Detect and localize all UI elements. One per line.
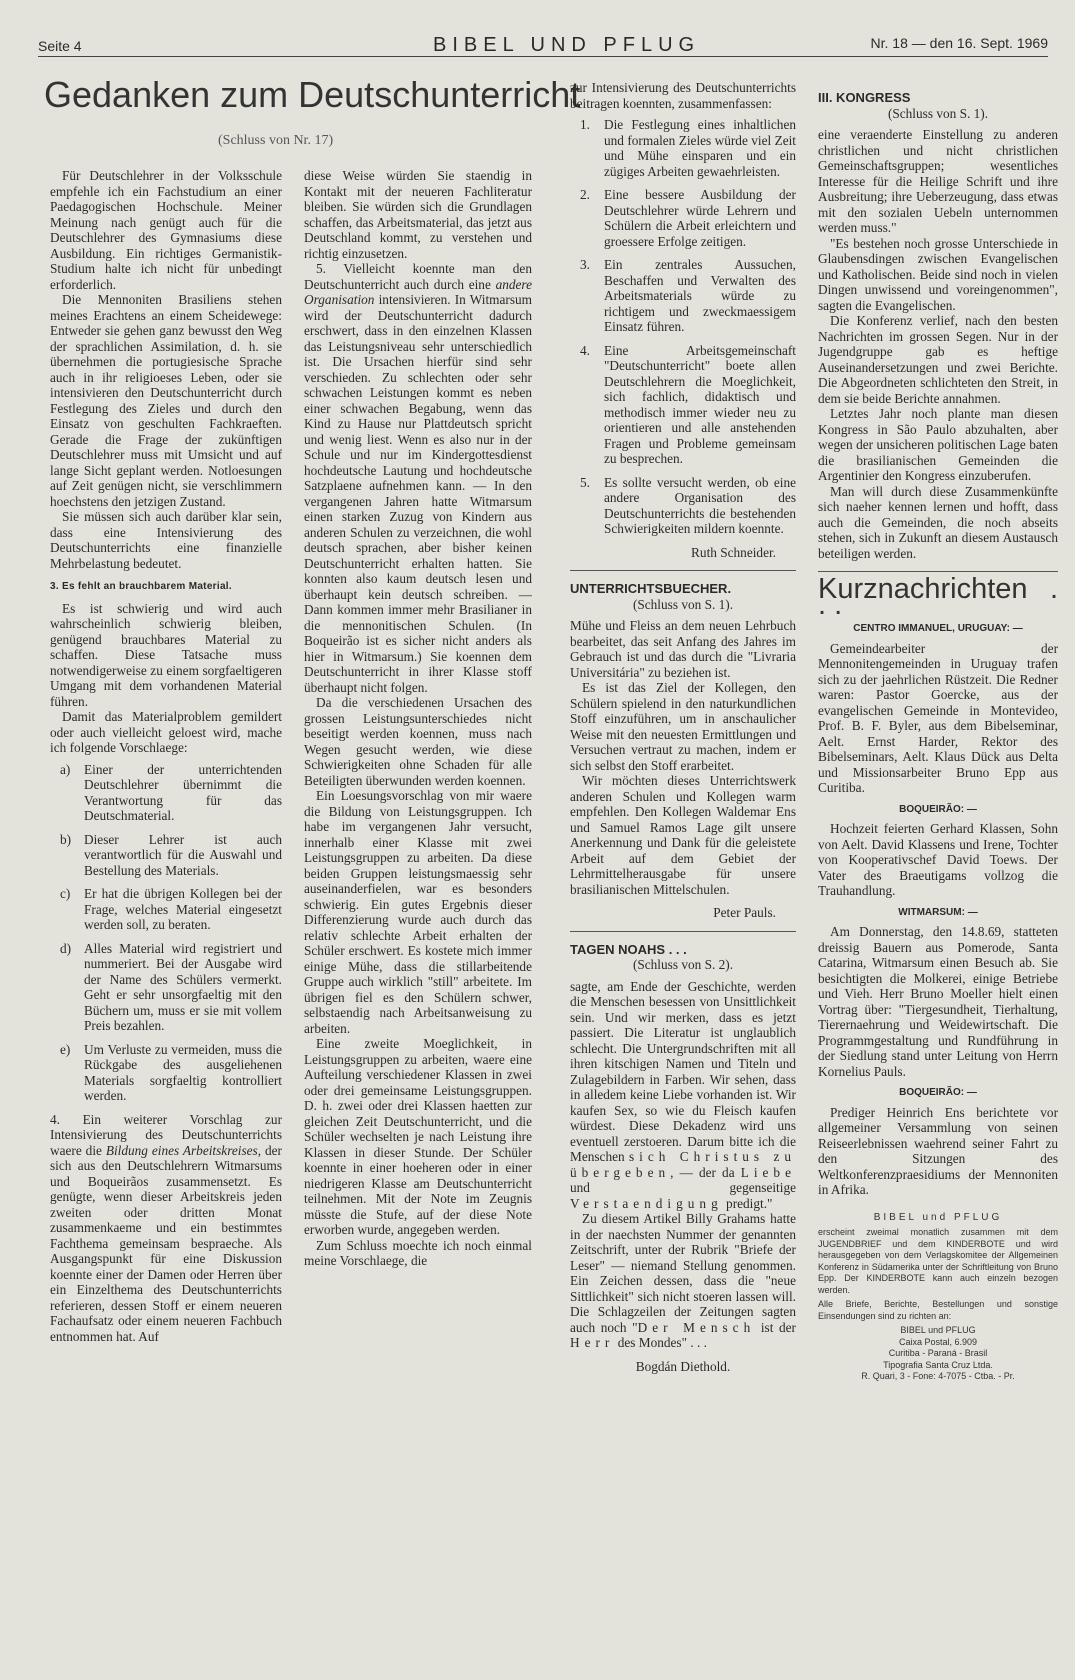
news-title: Kurznachrichten . . . [818, 573, 1058, 621]
list-item: b) Dieser Lehrer ist auch verantwortlich für die Auswahl und Bestellung des Materials. [60, 831, 282, 878]
news-text: Hochzeit feierten Gerhard Klassen, Sohn von Aelt. David Klassens und Irene, Tochter von Kooperativschef David Toews. Der Vater des Braeutigams vollzog die Trauhandlung. [818, 821, 1058, 898]
paragraph: Die Mennoniten Brasiliens stehen meines Erachtens an einem Scheidewege: Entweder sie gehen ganz bewusst den Weg der sprachlichen Assimilation, d. h. sie übernehmen die portugiesische Sprache auch in ihr religioeses Leben, oder sie intensivieren den Deutschunterricht durch Festlegung des Zieles und durch den Einsatz von geschulten Fachkraeften. Gerade die Frage der zukünftigen Deutschlehrer muss mit Umsicht und auf lange Sicht geplant werden. Notloesungen auf Zeit genügen nicht, sie verschlimmern hoechstens den jetzigen Zustand. [50, 292, 282, 509]
list-item: 3. Ein zentrales Aussuchen, Beschaffen und Verwalten des Arbeitsmaterials würde zu richtigem und zweckmaessigem Einsatz führen. [580, 257, 796, 334]
paragraph: eine veraenderte Einstellung zu anderen christlichen und nicht christlichen Gemeinschaftsgruppen; wesentliches Interesse für die Heilige Schrift und ihre Ausbreitung; ihre Ueberzeugung, dass etwas mit den sozialen Uebeln unternommen werden muss." [818, 127, 1058, 235]
issue-date: Nr. 18 — den 16. Sept. 1969 [870, 35, 1048, 51]
news-heading: WITMARSUM: — [898, 906, 978, 918]
list-item: c) Er hat die übrigen Kollegen bei der Frage, welches Material eingesetzt werden soll, zu beraten. [60, 886, 282, 932]
imprint-address: R. Quari, 3 - Fone: 4-7075 - Ctba. - Pr. [861, 1371, 1015, 1381]
list-item: 5. Es sollte versucht werden, ob eine andere Organisation des Deutschunterrichts die bestehenden Schwierigkeiten mildern koennte. [580, 474, 796, 536]
paragraph: Sie müssen sich auch darüber klar sein, dass eine Intensivierung des Deutschunterrichts eine finanzielle Mehrbelastung bedeutet. [50, 509, 282, 571]
author-signature: Bogdán Diethold. [635, 1358, 731, 1374]
list-item: 1. Die Festlegung eines inhaltlichen und formalen Zieles würde viel Zeit und Mühe einsparen und ein zügiges Arbeiten gewaehrleisten. [580, 117, 796, 179]
list-item: e) Um Verluste zu vermeiden, muss die Rückgabe des ausgeliehenen Materials sorgfaeltig kontrolliert werden. [60, 1041, 282, 1103]
paragraph: "Es bestehen noch grosse Unterschiede in Glaubensdingen zwischen Evangelischen und Katholischen. Beide sind noch in vielen Dingen unwissend und voreingenommen", sagten die Evangelischen. [818, 235, 1058, 313]
imprint-title: BIBEL und PFLUG [873, 1211, 1003, 1223]
author-signature: Ruth Schneider. [691, 544, 776, 560]
column-2 [304, 168, 532, 1658]
paragraph: diese Weise würden Sie staendig in Kontakt mit der neueren Fachliteratur bleiben. Sie würden sich die Grundlagen schaffen, das Arbeitsmaterial, das jetzt aus Deutschland kommt, zu verstehen und richtig einzusetzen. [304, 168, 532, 261]
imprint-address: Curitiba - Paraná - Brasil [888, 1348, 988, 1358]
paragraph: Letztes Jahr noch plante man diesen Kongress in São Paulo abzuhalten, aber wegen der unsicheren politischen Lage baten die brasilianischen Gemeinden die Argentinier den Kongress einzuberufen. [818, 406, 1058, 483]
section-title: III. KONGRESS [818, 90, 911, 105]
list-item: a) Einer der unterrichtenden Deutschlehrer übernimmt die Verantwortung für das Deutschmaterial. [60, 761, 282, 823]
news-text: Am Donnerstag, den 14.8.69, statteten dreissig Bauern aus Pomerode, Santa Catarina, Witmarsum einen Besuch ab. Sie besichtigten die Molkerei, einige Betriebe und Vieh. Herr Bruno Moeller hielt einen Vortrag über: "Tiergesundheit, Tierhaltung, Tierernaehrung und Weidewirtschaft. Die Programmgestaltung und Rundführung in der Siedlung stand unter Leitung von Herrn Kornelius Pauls. [818, 924, 1058, 1079]
imprint-address: Tipografia Santa Cruz Ltda. [883, 1359, 993, 1370]
paragraph: Es ist schwierig und wird auch wahrscheinlich schwierig bleiben, genügend brauchbares Material zu schaffen. Diese Tatsache muss notwendigerweise zu einem sorgfaeltigeren Umgang mit dem vorhandenen Material führen. [50, 600, 282, 709]
paragraph: Mühe und Fleiss an dem neuen Lehrbuch bearbeitet, das seit Anfang des Jahres im Gebrauch ist und das durch die "Livraria Universitária" zu beziehen ist. [570, 618, 796, 680]
section-title: UNTERRICHTSBUECHER. [570, 581, 732, 596]
news-text: Gemeindearbeiter der Mennonitengemeinden in Uruguay trafen sich zu der jaehrlichen Rüstzeit. Die Redner waren: Pastor Goercke, aus der evangelischen Gemeinde in Montevideo, Prof. B. F. Byler, aus dem Bibelseminar, Aelt. Ernst Harder, Rektor des Bibelseminars, Aelt. Klaus Dück aus Delta und Missionsarbeiter Bruno Epp aus Curitiba. [818, 640, 1058, 795]
paragraph: Ein Loesungsvorschlag von mir waere die Bildung von Leistungsgruppen. Ich habe im vergangenen Jahr versucht, innerhalb einer Klasse mit zwei Leistungsgruppen zu arbeiten. Da diese beiden Gruppen leistungsmaessig sehr auseinanderfielen, war es besonders schwierig. Ein gutes Ergebnis dieser Differenzierung wurde auch durch das relativ schlechte Arbeit erhalten der Schüler erschwert. Es kostete mich immer einige Mühe, dass die stillarbeitende Gruppe auch wirklich "still" arbeitete. Im übrigen fiel es den Schülern schwer, selbstaendig nach Arbeitsanweisung zu arbeiten. [304, 788, 532, 1036]
paragraph: 4. Ein weiterer Vorschlag zur Intensivierung des Deutschunterrichts waere die Bildung eines Arbeitskreises, der sich aus den Deutschlehrern Witmarsums und Boqueirãos zusammensetzt. Es genügte, wenn dieser Arbeitskreis jeden zweiten oder dritten Monat zusammenkaeme und ein bestimmtes Fachthema gemeinsam bespraeche. Als Ausgangspunkt für eine Diskussion koennte einer der Damen oder Herren über ein Einzelthema des Deutschunterrichts referieren, dessen Stoff er einem neueren Fachaufsatz oder einem neueren Fachbuch entnommen hat. Auf [50, 1111, 282, 1344]
divider [818, 571, 1058, 572]
column-4 [818, 80, 1058, 1660]
divider [570, 570, 796, 571]
paragraph: Zum Schluss moechte ich noch einmal meine Vorschlaege, die [304, 1237, 532, 1268]
imprint-box [818, 1212, 1058, 1383]
proposal-list [50, 762, 282, 1104]
section-subtitle: (Schluss von S. 1). [887, 105, 989, 121]
news-heading: BOQUEIRÃO: — [899, 1087, 977, 1098]
section-heading: 3. Es fehlt an brauchbarem Material. [50, 581, 232, 592]
divider [570, 931, 796, 932]
news-heading: BOQUEIRÃO: — [899, 803, 977, 815]
news-heading: CENTRO IMMANUEL, URUGUAY: — [853, 623, 1023, 634]
column-3 [570, 80, 796, 1660]
page-header [38, 32, 1048, 57]
paragraph: Zu diesem Artikel Billy Grahams hatte in der naechsten Nummer der genannten Zeitschrift, unter der Rubrik "Briefe der Leser" — niemand Stellung genommen. Ein Zeichen dessen, dass die "neue Sittlichkeit" sich nicht stoeren lassen will. Die Schlagzeilen der Zeitungen sagten auch noch "Der Mensch ist der Herr des Mondes" . . . [570, 1211, 796, 1350]
imprint-text: Alle Briefe, Berichte, Bestellungen und sonstige Einsendungen sind zu richten an: [818, 1299, 1058, 1321]
paragraph: Man will durch diese Zusammenkünfte sich naeher kennen lernen und hofft, dass auch die Gemeinden, die noch abseits stehen, sich in Zukunft an diesem Austausch beteiligen werden. [818, 483, 1058, 561]
paragraph: Für Deutschlehrer in der Volksschule empfehle ich ein Fachstudium an einer Paedagogischen Hochschule. Meiner Meinung nach genügt auch für die Deutschlehrer des Gymnasiums diese Ausbildung. Ein richtiges Germanistik-Studium halte ich nicht für unbedingt erforderlich. [50, 168, 282, 292]
paragraph: Es ist das Ziel der Kollegen, den Schülern spielend in den naturkundlichen Stoff einzuführen, um in anschaulicher Weise mit den neuesten Ermittlungen und Versuchen vertraut zu machen, indem er sich selbst den Stoff erarbeitet. [570, 680, 796, 773]
paragraph: Wir möchten dieses Unterrichtswerk anderen Schulen und Kollegen warm empfehlen. Den Kollegen Waldemar Ens und Samuel Ramos Lage gilt unsere Anerkennung und Dank für die geleistete Arbeit auf dem Gebiet der Lehrmittelherausgabe für unsere brasilianischen Mittelschulen. [570, 773, 796, 897]
article-title: Gedanken zum Deutschunterricht [44, 74, 581, 115]
section-subtitle: (Schluss von S. 1). [632, 596, 734, 612]
list-item: d) Alles Material wird registriert und nummeriert. Bei der Ausgabe wird der Name des Schülers vermerkt. Geht er sehr unsorgfaeltig mit den Büchern um, muss er sie mit vollem Preis bezahlen. [60, 940, 282, 1033]
paragraph: Eine zweite Moeglichkeit, in Leistungsgruppen zu arbeiten, waere eine Aufteilung verschiedener Klassen in zwei oder drei gemeinsame Leistungsgruppen. D. h. zwei oder drei Klassen haetten zur gleichen Zeit Deutschunterricht, und die Schüler wechselten je nach Leistung ihre Klassen in dieser Stunde. Der Schüler koennte in einer hoeheren oder in einer niedrigeren Klasse am Deutschunterricht teilnehmen. Mit der Note im Zeugnis müsste die Stufe, auf der diese Note erworben wurde, angegeben werden. [304, 1036, 532, 1237]
list-item: 2. Eine bessere Ausbildung der Deutschlehrer würde Lehrern und Schülern die Arbeit erleichtern und groessere Erfolge zeitigen. [580, 187, 796, 249]
paragraph: 5. Vielleicht koennte man den Deutschunterricht auch durch eine andere Organisation intensivieren. In Witmarsum wird der Deutschunterricht dadurch erschwert, dass in den einzelnen Klassen das Leistungsniveau sehr unterschiedlich ist. Die Ursachen hierfür sind sehr verschieden. Zu schlechten oder sehr schwachen Leistungen kommt es neben einer schwachen Begabung, wenn das Kind zu Hause nur Plattdeutsch spricht und wenig liest. Wenn es also nur in der Schule und nur im Kindergottesdienst hochdeutsche Lautung und hochdeutsche Satzplaene aufnehmen kann. — In den vergangenen Jahren hatte Witmarsum einen starken Zuzug von Kindern aus anderen Schulen zu verzeichnen, die wohl deutsch sprachen, aber bisher keinen Deutschunterricht erhalten hatten. Sie konnten also kaum deutsch lesen und überhaupt kein deutsch schreiben. — Dann kommen immer mehr Brasilianer in die mennonitischen Schulen. (In Boqueirão ist es sicher nicht anders als hier in Witmarsum.) Sie koennen dem Deutschunterricht in ihrer Klasse stoff überhaupt nicht folgen. [304, 261, 532, 695]
paragraph: Da die verschiedenen Ursachen des grossen Leistungsunterschiedes nicht beseitigt werden koennen, muss nach Wegen gesucht werden, wie diese Schwierigkeiten ohne Schaden für alle Beteiligten überwunden werden koennen. [304, 695, 532, 788]
imprint-text: erscheint zweimal monatlich zusammen mit dem JUGENDBRIEF und dem KINDERBOTE und wird herausgegeben von dem Verlagskomitee der Allgemeinen Konferenz in Südamerika unter der Schriftleitung von Bruno Epp. Der KINDERBOTE kann auch einzeln bezogen werden. [818, 1227, 1058, 1295]
masthead: BIBEL UND PFLUG [433, 34, 701, 56]
author-signature: Peter Pauls. [713, 905, 776, 920]
paragraph: zur Intensivierung des Deutschunterrichts beitragen koennten, zusammenfassen: [570, 80, 796, 111]
list-item: 4. Eine Arbeitsgemeinschaft "Deutschunterricht" boete allen Deutschlehrern die Moeglichkeit, sich fachlich, didaktisch und methodisch immer wieder neu zu orientieren und alle anstehenden Fragen und Probleme gemeinsam zu besprechen. [580, 342, 796, 466]
page-number: Seite 4 [38, 38, 82, 54]
section-subtitle: (Schluss von S. 2). [632, 957, 734, 972]
article-subtitle: (Schluss von Nr. 17) [218, 133, 334, 148]
imprint-address: Caixa Postal, 6.909 [898, 1336, 978, 1347]
paragraph: sagte, am Ende der Geschichte, werden die Menschen besessen von Unsittlichkeit sein. Und wir merken, dass es jetzt passiert. Die Literatur ist unglaublich schlecht. Die Untergrundschriften mit all ihren kitschigen Namen und Titeln und Zulagebildern in Farben. Wir sehen, dass in alledem keine Liebe vorhanden ist. Wir kaufen Sex, so wie du Fleisch kaufen würdest. Diese Dekadenz wird uns eventuell zerstoeren. Darum bitte ich die Menschen sich Christus zu übergeben, — der da Liebe und gegenseitige Verstaendigung predigt." [570, 978, 796, 1211]
section-title: TAGEN NOAHS . . . [570, 941, 687, 957]
imprint-address: BIBEL und PFLUG [900, 1325, 976, 1335]
paragraph: Damit das Materialproblem gemildert oder auch vielleicht geloest wird, mache ich folgende Vorschlaege: [50, 709, 282, 755]
news-text: Prediger Heinrich Ens berichtete vor allgemeiner Versammlung von seinen Reiseerlebnissen waehrend seiner Fahrt zu den Sitzungen des Weltkonferenzpraesidiums der Mennoniten in Afrika. [818, 1104, 1058, 1197]
paragraph: Die Konferenz verlief, nach den besten Nachrichten im grossen Segen. Nur in der Jugendgruppe gab es heftige Auseinandersetzungen und zwei Berichte. Die Abgeordneten schlichteten den Streit, in dem sie beide Berichte annahmen. [818, 313, 1058, 406]
column-1 [50, 168, 282, 1658]
summary-list [570, 117, 796, 537]
